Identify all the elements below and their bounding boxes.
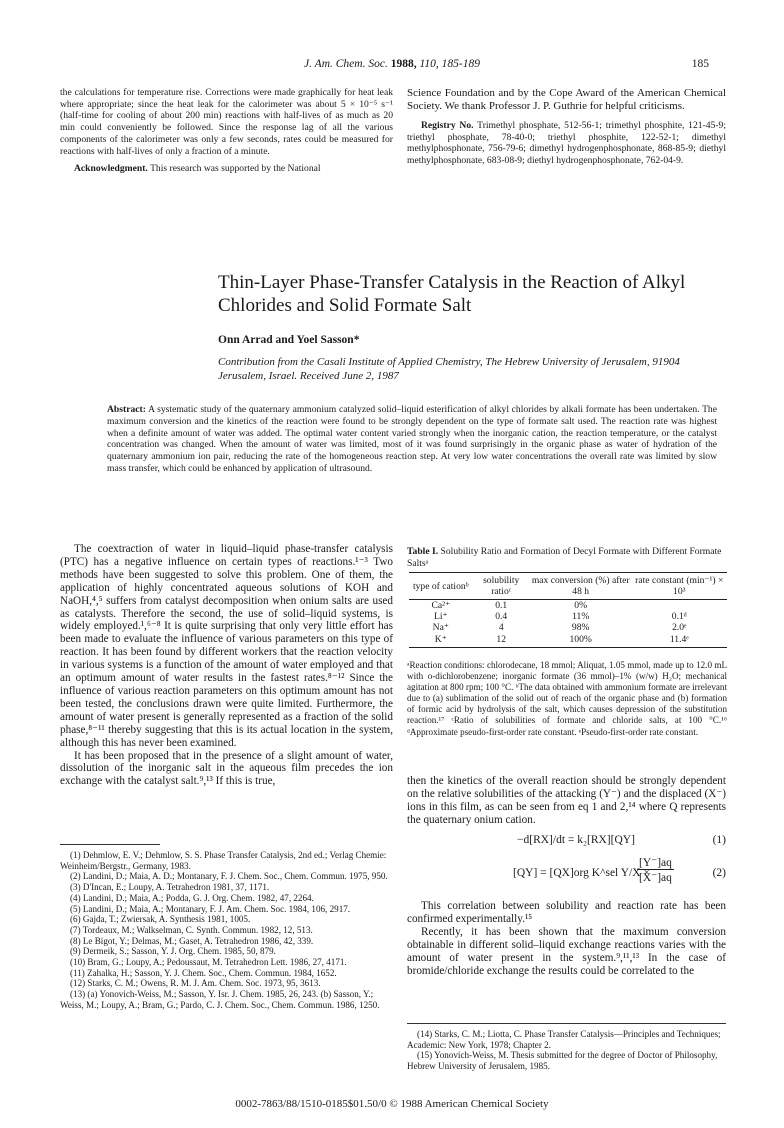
journal-year: 1988, (390, 58, 417, 70)
table-row (409, 611, 727, 622)
equation-number: (1) (712, 834, 726, 846)
equation-fraction (637, 855, 674, 884)
equation-expression: −d[RX]/dt = k₂[RX][QY] (517, 834, 635, 846)
body-paragraph: This correlation between solubility and reaction rate has been confirmed experimentally.¹⁵ (407, 900, 726, 925)
table-cell: 4 (498, 622, 504, 634)
article-authors: Onn Arrad and Yoel Sasson* (218, 334, 360, 346)
table-cell: 2.0ᵉ (672, 622, 687, 634)
reference-item: (9) Dermeik, S.; Sasson, Y. J. Org. Chem. 1985, 50, 879. (70, 946, 276, 957)
table-row (409, 634, 727, 648)
reference-item: (14) Starks, C. M.; Liotta, C. Phase Transfer Catalysis—Principles and Techniques; Academic: New York, 1978; Chapter 2. (407, 1029, 721, 1050)
reference-item: (15) Yonovich-Weiss, M. Thesis submitted for the degree of Doctor of Philosophy, Hebrew University of Jerusalem, 1985. (407, 1050, 718, 1072)
reference-item: (2) Landini, D.; Maia, A. D.; Montanary, F. J. Chem. Soc., Chem. Commun. 1975, 950. (70, 871, 388, 882)
page-footer: 0002-7863/88/1510-0185$01.50/0 © 1988 American Chemical Society (235, 1098, 549, 1110)
previous-article-paragraph: the calculations for temperature rise. Corrections were made graphically for heat leak where appropriate; since the heat leak for the calorimeter was about 5 × 10⁻⁵ s⁻¹ (half-time for cooling of about 200 min) reactions with half-lives of as much as 20 min could conveniently be followed. Since the response lag of all the various components of the calorimeter was only a few seconds, rates could be measured for reactions with half-lives of only a fraction of a minute. (60, 87, 393, 157)
acknowledgment-label: Acknowledgment. (74, 163, 148, 175)
table-caption (407, 546, 727, 569)
table-cell (632, 600, 727, 612)
table-cell: 0% (574, 600, 588, 612)
reference-item: (10) Bram, G.; Loupy, A.; Pedoussaut, M. Tetrahedron Lett. 1986, 27, 4171. (70, 957, 347, 968)
table-header-cell: type of cationᵇ (409, 573, 473, 600)
table-footnotes: ᵃReaction conditions: chlorodecane, 18 mmol; Aliquat, 1.05 mmol, made up to 12.0 mL with o-dichlorobenzene; inorganic formate (36 mmol)–1% (w/w) H₂O; mechanical agitation at 800 rpm; 100 °C. ᵇThe data obtained with ammonium formate are irrelevant due to (a) sublimation of the solid out of reach of the organic phase and (b) formation of formic acid by hydrolysis of the salt, which causes depression of the substitution reaction.¹⁷ ᶜRatio of solubilities of formate and chloride salts, at 100 °C.¹⁶ ᵈApproximate pseudo-first-order rate constant. ᵉPseudo-first-order rate constant. (407, 660, 727, 737)
table-cell: 0.1ᵈ (671, 611, 687, 623)
footnote-rule (60, 844, 160, 845)
acknowledgment-text: This research was supported by the National (150, 163, 321, 175)
body-right-column (407, 775, 726, 827)
reference-item: (4) Landini, D.; Maia, A.; Podda, G. J. Org. Chem. 1982, 47, 2264. (70, 892, 314, 903)
reference-item: (3) D'Incan, E.; Loupy, A. Tetrahedron 1981, 37, 1171. (70, 882, 270, 893)
table-label: Table I. (407, 546, 439, 557)
journal-volume: 110, (419, 58, 439, 70)
previous-article-right-column (407, 87, 726, 167)
page-number: 185 (691, 58, 709, 70)
reference-item: (5) Landini, D.; Maia, A.; Montanary, F. J. Am. Chem. Soc. 1984, 106, 2917. (70, 903, 351, 914)
fraction-denominator: [X⁻]aq (639, 872, 672, 884)
reference-item: (8) Le Bigot, Y.; Delmas, M.; Gaset, A. Tetrahedron 1986, 42, 339. (70, 935, 314, 946)
registry-numbers (407, 120, 726, 167)
abstract-label: Abstract: (107, 404, 146, 415)
registry-text: Trimethyl phosphate, 512-56-1; trimethyl phosphite, 121-45-9; triethyl phosphate, 78-40-0; triethyl phosphite, 122-52-1; dimethyl methylphosphonate, 756-79-6; dimethyl hydrogenphosphonate, 868-85-9; diethyl methylphosphonate, 683-08-9; diethyl hydrogenphosphonate, 762-04-9. (407, 120, 726, 167)
equation-1 (407, 834, 726, 848)
fraction-numerator: [Y⁻]aq (639, 857, 672, 869)
previous-article-paragraph: Science Foundation and by the Cope Award of the American Chemical Society. We thank Professor J. P. Guthrie for helpful criticisms. (407, 87, 726, 112)
table-cell: 11.4ᵉ (632, 634, 727, 648)
reference-item: (13) (a) Yonovich-Weiss, M.; Sasson, Y. Isr. J. Chem. 1985, 26, 243. (b) Sasson, Y.; Weiss, M.; Loupy, A.; Bram, G.; Pardo, C. J. Chem. Soc., Chem. Commun. 1986, 1250. (60, 989, 380, 1010)
table-cell: 12 (473, 634, 530, 648)
reference-item: (6) Gajda, T.; Zwiersak, A. Synthesis 1981, 1005. (70, 914, 251, 925)
table-header-cell: rate constant (min⁻¹) × 10³ (632, 573, 727, 600)
table-cell: 0.4 (495, 611, 508, 623)
table-cell: 100% (530, 634, 632, 648)
body-paragraph: Recently, it has been shown that the maximum conversion obtainable in different solid–liquid exchange reactions varies with the amount of water present in the system.⁹,¹¹,¹³ In the case of bromide/chloride exchange the results could be correlated to the (407, 925, 726, 977)
journal-citation (0, 58, 784, 70)
table-cell: Na⁺ (432, 622, 449, 634)
article-heading (218, 271, 718, 383)
previous-article-left-column (60, 87, 393, 175)
table-cell: K⁺ (409, 634, 473, 648)
table-cell: 0.1 (495, 600, 508, 612)
table-row (409, 600, 727, 612)
body-left-column (60, 543, 393, 788)
reference-item: (12) Starks, C. M.; Owens, R. M. J. Am. Chem. Soc. 1973, 95, 3613. (70, 978, 321, 989)
table-cell: 98% (571, 622, 590, 634)
journal-name: J. Am. Chem. Soc. (304, 58, 388, 70)
reference-item: (11) Zahalka, H.; Sasson, Y. J. Chem. Soc., Chem. Commun. 1984, 1652. (70, 967, 337, 978)
table-header-row (409, 573, 727, 600)
registry-label: Registry No. (421, 120, 474, 131)
references-right (407, 1029, 726, 1072)
equation-expression: [QY] = [QX]org K^sel Y/X × (513, 867, 650, 879)
body-paragraph: The coextraction of water in liquid–liquid phase-transfer catalysis (PTC) has a negative influence on certain types of reactions.¹⁻³ Two methods have been suggested to solve this problem. One of them, the application of highly concentrated aqueous solutions of KOH and NaOH,⁴,⁵ suffers from catalyst decomposition when onium salts are used as catalysts. Therefore the second, the use of solid–liquid systems, is widely employed.¹,⁶⁻⁸ It is quite surprising that only very little effort has been made to evaluate the influence of various parameters on this type of reaction. It has been found by different workers that the reaction velocity in various systems is a function of the amount of water employed and that an optimum amount of water results in the fastest rates.⁸⁻¹² Since the influence of various reaction parameters on this optimum amount has not been tested, the conclusions drawn were quite limited. Furthermore, the amount of water present is generally represented as a fraction of the solid phase,⁸⁻¹¹ thereby suggesting that this is its actual location in the system, although this has never been examined. (60, 543, 393, 749)
table-cell: Ca²⁺ (431, 600, 451, 612)
article-affiliation: Contribution from the Casali Institute of Applied Chemistry, The Hebrew University of Jerusalem, 91904 Jerusalem, Israel. Received June 2, 1987 (218, 356, 680, 382)
running-header (0, 58, 784, 74)
reference-item: (1) Dehmlow, E. V.; Dehmlow, S. S. Phase Transfer Catalysis, 2nd ed.; Verlag Chemie: Weinheim/Bergstr., Germany, 1983. (60, 850, 387, 871)
body-paragraph: then the kinetics of the overall reaction should be strongly dependent on the relative solubilities of the attacking (Y⁻) and the displaced (X⁻) ions in this film, as can be seen from eq 1 and 2,¹⁴ where Q represents the quaternary onium cation. (407, 775, 726, 826)
table-header-cell: solubility ratioᶜ (473, 573, 530, 600)
footnote-rule (407, 1023, 726, 1024)
equation-2 (407, 855, 726, 891)
journal-pages: 185-189 (441, 58, 480, 70)
table-cell: 11% (572, 611, 590, 623)
table-cell: Li⁺ (434, 611, 448, 623)
equation-number: (2) (712, 867, 726, 879)
article-title: Thin-Layer Phase-Transfer Catalysis in the Reaction of Alkyl Chlorides and Solid Formate Salt (218, 272, 686, 316)
reference-item: (7) Tordeaux, M.; Walkselman, C. Synth. Commun. 1982, 12, 513. (70, 924, 313, 935)
table-row (409, 622, 727, 633)
references-left (60, 850, 393, 1011)
abstract-text: A systematic study of the quaternary ammonium catalyzed solid–liquid esterification of alkyl chlorides by alkali formate has been undertaken. The maximum conversion and the kinetics of the reaction were found to be strongly dependent on the type of formate salt used. The reaction rate was highest when a definite amount of water was added. The optimal water content varied strongly when the inorganic cation, the reaction temperature, or the catalyst concentration was changed. When the amount of water was limited, most of it was found surprisingly in the organic phase as water of hydration of the quaternary ammonium ion pair, reducing the rate of the homogeneous reaction step. At very low water concentrations the overall rate was limited by slow mass transfer, which could be enhanced by application of ultrasound. (107, 404, 717, 474)
solubility-table (409, 572, 727, 648)
table-title: Solubility Ratio and Formation of Decyl Formate with Different Formate Saltsᵃ (407, 546, 722, 569)
abstract (107, 404, 717, 475)
table-header-cell: max conversion (%) after 48 h (530, 573, 632, 600)
body-right-column-continued (407, 900, 726, 977)
acknowledgment (60, 163, 393, 175)
body-paragraph: It has been proposed that in the presence of a slight amount of water, dissolution of the inorganic salt in the aqueous film precedes the ion exchange with the catalyst salt.⁹,¹³ If this is true, (60, 749, 393, 788)
